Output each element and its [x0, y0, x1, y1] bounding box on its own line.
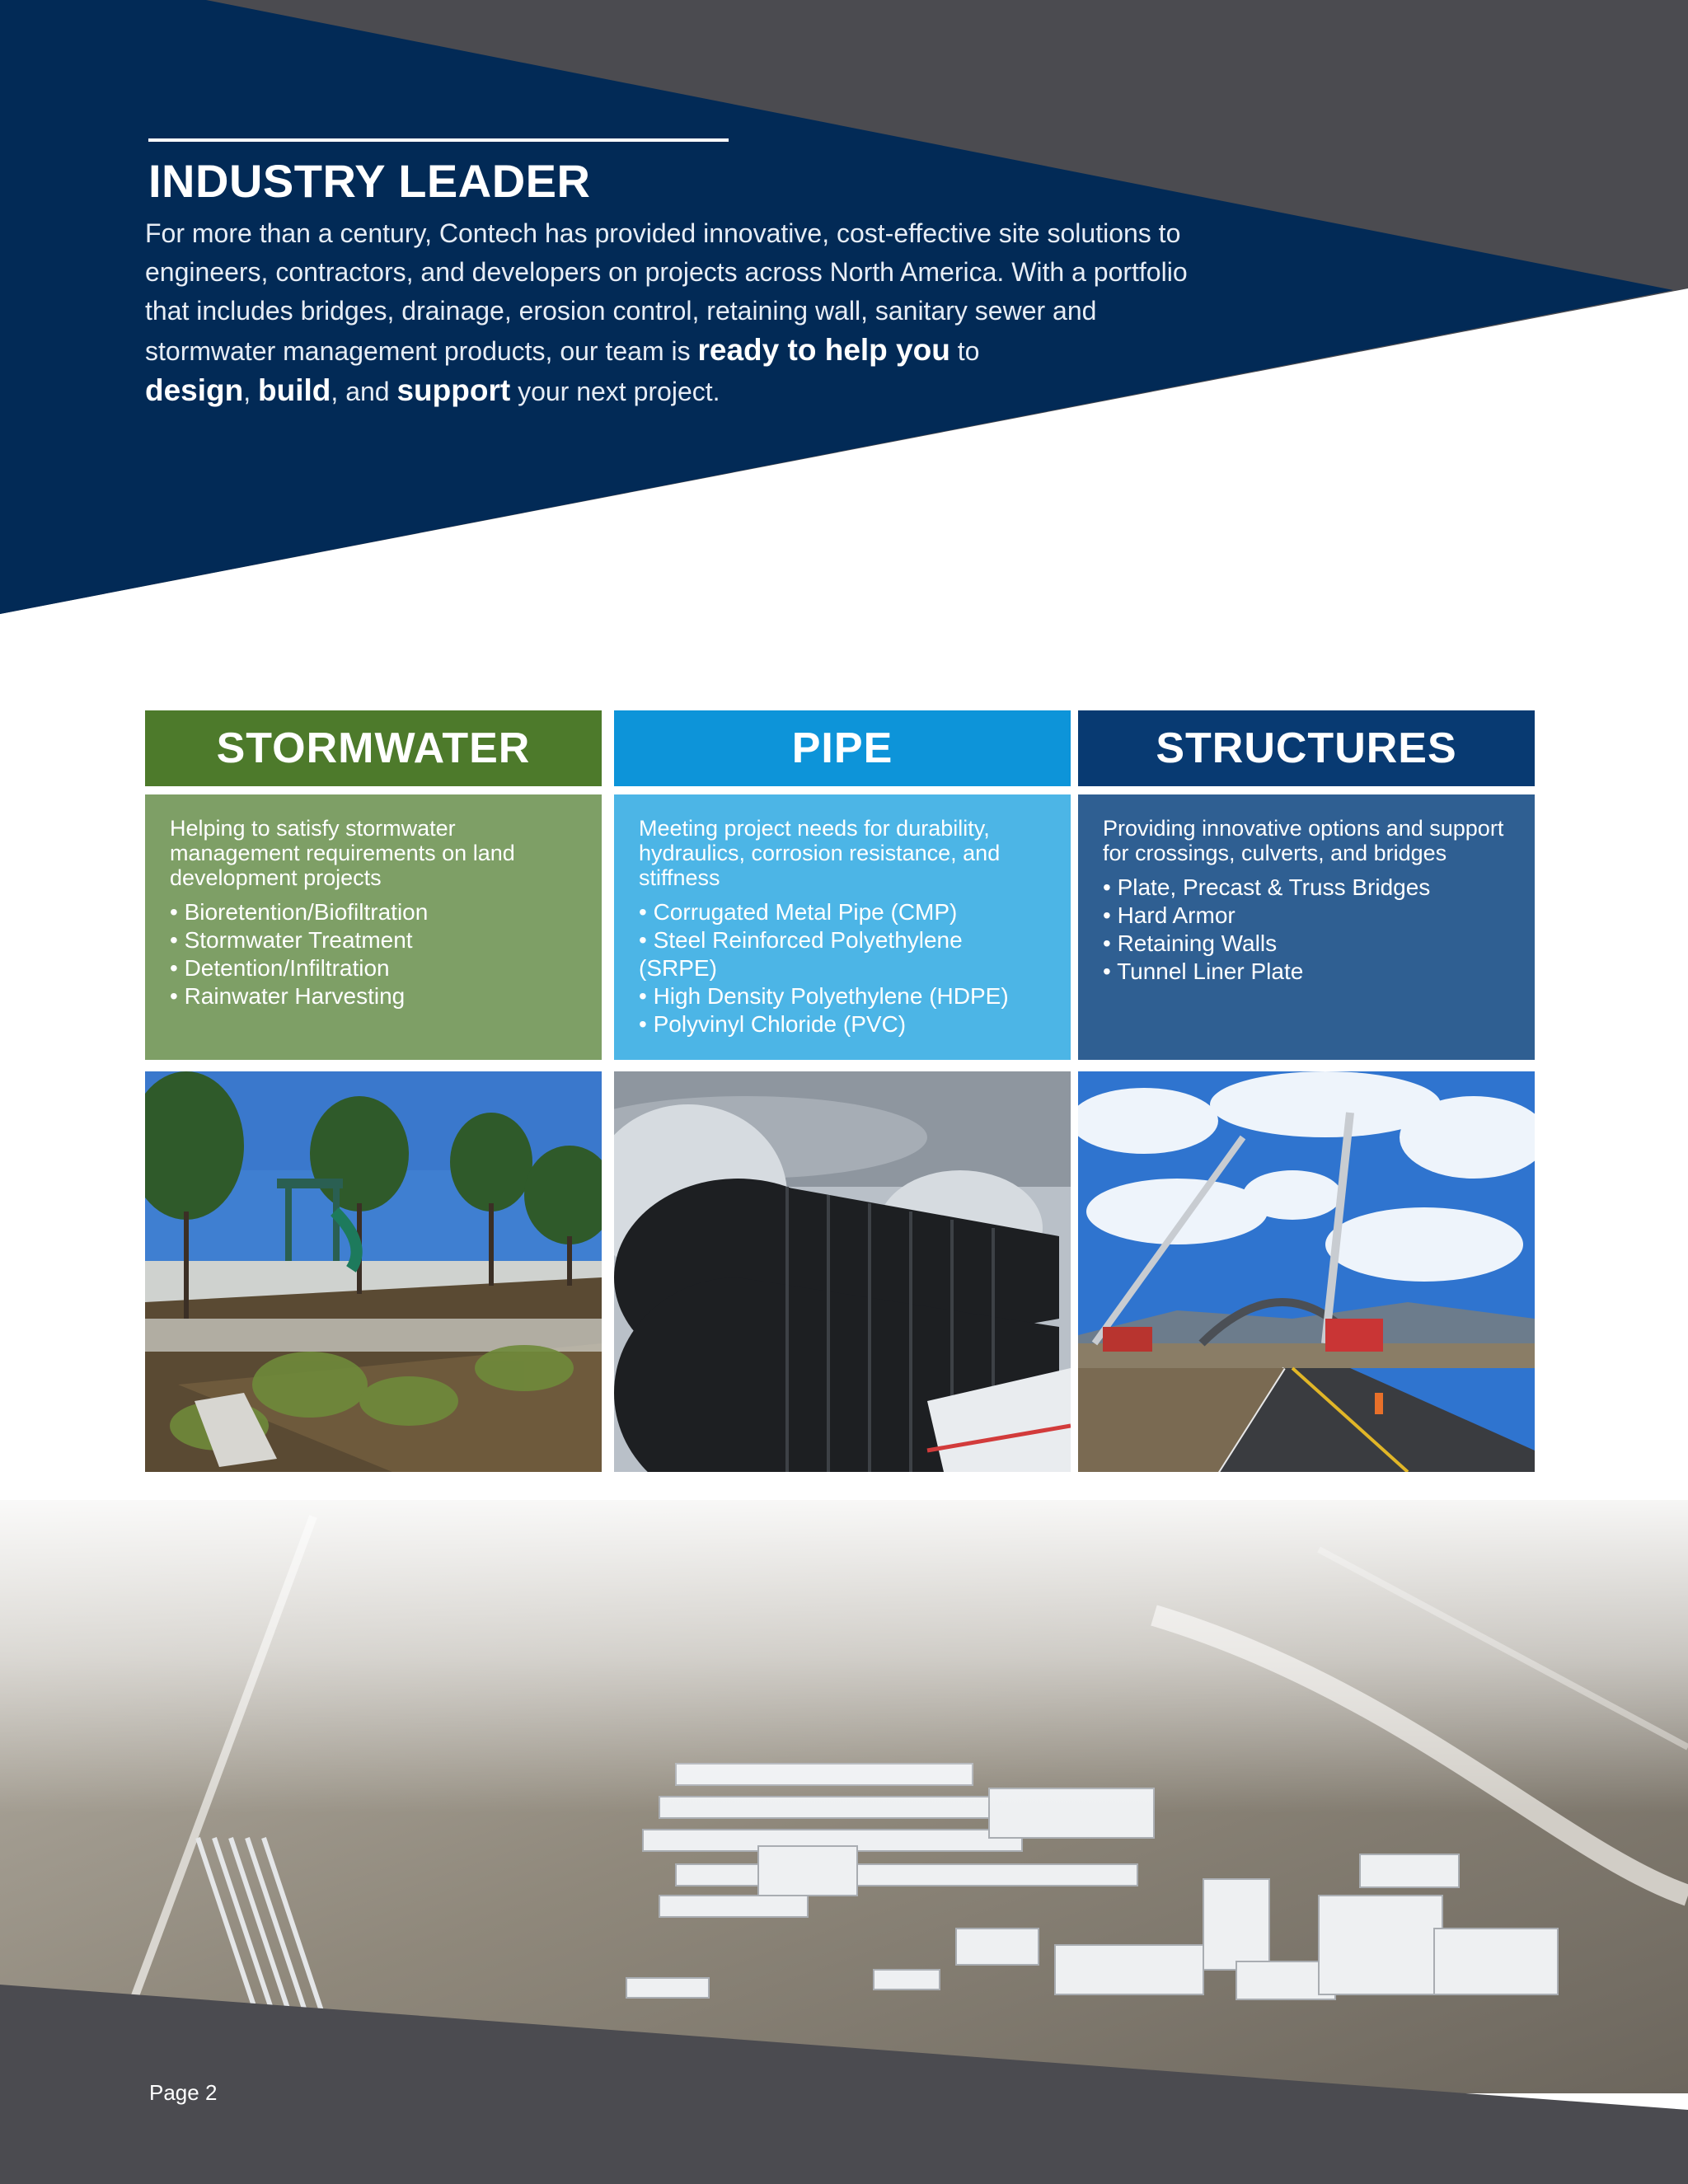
list-item: • Retaining Walls — [1103, 930, 1278, 956]
stormwater-description-panel — [145, 794, 602, 1060]
list-item: • High Density Polyethylene (HDPE) — [639, 983, 1009, 1009]
title-rule — [148, 138, 729, 142]
pipe-description: Meeting project needs for durability, hydraulics, corrosion resistance, and stiffness — [639, 816, 1001, 890]
playground-photo — [145, 1071, 602, 1472]
list-item: • Plate, Precast & Truss Bridges — [1103, 874, 1431, 900]
bridge-construction-photo — [1078, 1071, 1535, 1472]
intro-bold-ready: ready to help you — [697, 333, 950, 367]
list-item: • Rainwater Harvesting — [170, 983, 406, 1009]
structures-column — [1078, 710, 1535, 1472]
intro-bold-design: design — [145, 373, 244, 407]
pipe-column — [614, 710, 1071, 1472]
intro-text-4: , and — [331, 377, 397, 406]
aerial-site-photo — [0, 1467, 1688, 2093]
section-title: INDUSTRY LEADER — [148, 155, 591, 207]
intro-text-5: your next project. — [510, 377, 720, 406]
pipe-description-panel — [614, 794, 1071, 1060]
structures-list — [1103, 874, 1510, 986]
intro-paragraph — [145, 214, 1233, 411]
list-item: • Hard Armor — [1103, 902, 1236, 928]
list-item: • Corrugated Metal Pipe (CMP) — [639, 899, 958, 925]
structures-description-panel — [1078, 794, 1535, 1060]
stormwater-column — [145, 710, 602, 1472]
structures-description: Providing innovative options and support for crossings, culverts, and bridges — [1103, 816, 1504, 865]
list-item: • Bioretention/Biofiltration — [170, 899, 429, 925]
pipes-photo — [614, 1071, 1071, 1472]
page-number: Page 2 — [149, 2080, 218, 2105]
intro-bold-build: build — [258, 373, 331, 407]
stormwater-description: Helping to satisfy stormwater management requirements on land development projects — [170, 816, 515, 890]
list-item: • Detention/Infiltration — [170, 955, 390, 981]
industry-leader-section — [145, 138, 1233, 411]
stormwater-list — [170, 898, 577, 1010]
list-item: • Polyvinyl Chloride (PVC) — [639, 1011, 907, 1037]
stormwater-header: STORMWATER — [145, 710, 602, 786]
intro-text-1: For more than a century, Contech has provided innovative, cost-effective site solutions to engineers, contractors, and developers on projects across North America. With a portfolio that includes bridges, drainage, erosion control, retaining wall, sanitary sewer and stormwater management products, our team is — [145, 218, 1188, 366]
structures-header: STRUCTURES — [1078, 710, 1535, 786]
intro-bold-support: support — [396, 373, 511, 407]
list-item: • Tunnel Liner Plate — [1103, 958, 1304, 984]
list-item: • Steel Reinforced Polyethylene (SRPE) — [639, 927, 963, 981]
intro-text-2: to — [950, 336, 980, 366]
list-item: • Stormwater Treatment — [170, 927, 413, 953]
pipe-header: PIPE — [614, 710, 1071, 786]
pipe-list — [639, 898, 1046, 1038]
intro-text-3: , — [243, 377, 259, 406]
